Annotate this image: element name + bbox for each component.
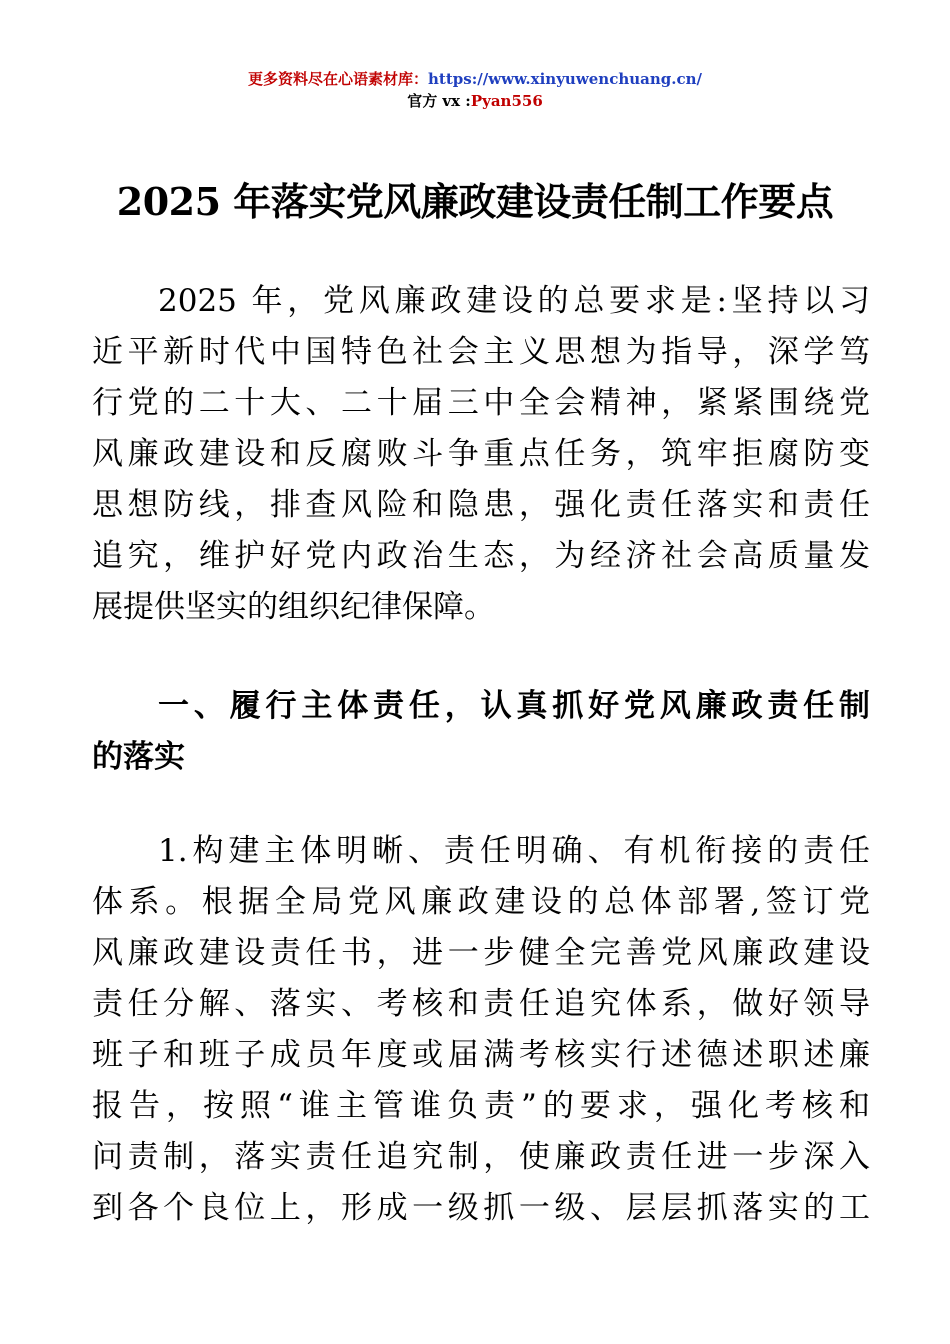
intro-line: 追究，维护好党内政治生态，为经济社会高质量发 xyxy=(92,538,870,574)
intro-line: 近平新时代中国特色社会主义思想为指导，深学笃 xyxy=(92,334,870,370)
header-site-url[interactable]: https://www.xinyuwenchuang.cn/ xyxy=(428,70,702,88)
intro-line: 思想防线，排查风险和隐患，强化责任落实和责任 xyxy=(92,487,870,523)
item-1-line: 体系。根据全局党风廉政建设的总体部署,签订党 xyxy=(92,884,870,920)
intro-line: 行党的二十大、二十届三中全会精神，紧紧围绕党 xyxy=(92,385,870,421)
item-1-line: 责任分解、落实、考核和责任追究体系，做好领导 xyxy=(92,986,870,1022)
intro-line: 风廉政建设和反腐败斗争重点任务，筑牢拒腐防变 xyxy=(92,436,870,472)
item-1-line: 报告，按照“谁主管谁负责”的要求，强化考核和 xyxy=(92,1088,870,1124)
header-contact-prefix: 官方 vx : xyxy=(407,92,471,110)
section-1-heading-line: 一、履行主体责任，认真抓好党风廉政责任制 xyxy=(158,688,870,724)
document-title: 2025 年落实党风廉政建设责任制工作要点 xyxy=(116,179,834,224)
page-header xyxy=(0,68,950,112)
item-1-line: 1.构建主体明晰、责任明确、有机衔接的责任 xyxy=(158,833,870,869)
section-1-heading-line: 的落实 xyxy=(92,739,185,775)
intro-paragraph xyxy=(92,276,870,633)
header-site-prefix: 更多资料尽在心语素材库： xyxy=(248,70,429,88)
header-contact-line xyxy=(0,90,950,112)
header-site-line xyxy=(0,68,950,90)
item-1-line: 风廉政建设责任书，进一步健全完善党风廉政建设 xyxy=(92,935,870,971)
intro-line: 展提供坚实的组织纪律保障。 xyxy=(92,589,495,625)
item-1-line: 班子和班子成员年度或届满考核实行述德述职述廉 xyxy=(92,1037,870,1073)
section-1-heading xyxy=(92,681,870,783)
item-1-line: 问责制，落实责任追究制，使廉政责任进一步深入 xyxy=(92,1139,870,1175)
header-contact-id: Pyan556 xyxy=(470,92,543,110)
item-1-paragraph xyxy=(92,826,870,1234)
intro-line: 2025 年，党风廉政建设的总要求是:坚持以习 xyxy=(158,283,870,319)
item-1-line: 到各个良位上，形成一级抓一级、层层抓落实的工 xyxy=(92,1190,870,1226)
